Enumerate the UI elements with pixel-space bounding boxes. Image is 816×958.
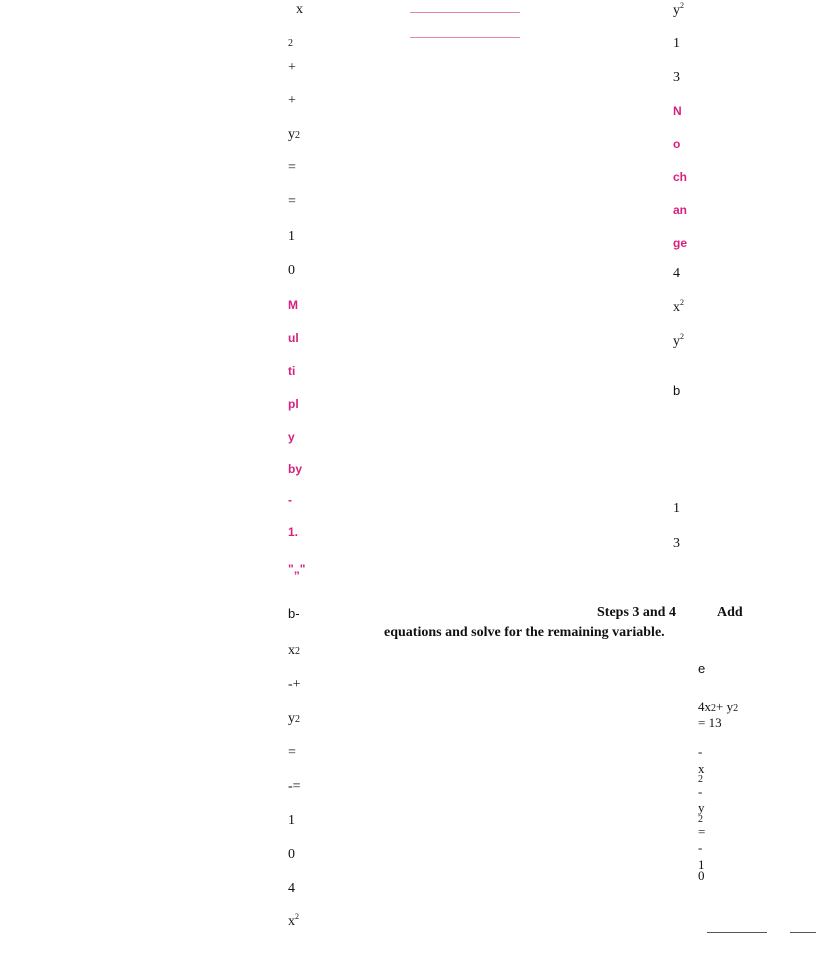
left-x-3: x xyxy=(288,914,295,929)
left-zero: 0 xyxy=(288,263,295,278)
right-y-squared xyxy=(673,3,684,19)
right-three-2: 3 xyxy=(673,536,680,551)
stack-x: x xyxy=(698,760,705,776)
left-eq-3: = xyxy=(288,745,296,760)
left-eq-2: = xyxy=(288,194,296,209)
left-b-dash: b- xyxy=(288,606,300,621)
multiply-word-4: pl xyxy=(288,397,299,411)
left-one: 1 xyxy=(288,229,295,244)
left-x: x xyxy=(296,2,303,17)
eq-4x: 4x xyxy=(698,699,711,714)
pink-rule-2 xyxy=(410,37,520,38)
no-change-word-4: an xyxy=(673,203,688,217)
right-one: 1 xyxy=(673,36,680,51)
left-eq-1: = xyxy=(288,160,296,175)
no-change-word-3: ch xyxy=(673,170,688,184)
stack-minus-1: - xyxy=(698,744,703,759)
left-exp-2: 2 xyxy=(288,38,293,49)
stack-minus-2: - xyxy=(698,783,703,799)
left-y-2-exp: 2 xyxy=(295,714,300,725)
right-y: y xyxy=(673,334,680,349)
eq-line-2: = 13 xyxy=(698,715,722,730)
left-x-2: x xyxy=(288,643,295,658)
no-change-word-2: o xyxy=(673,137,681,151)
steps-title: Steps 3 and 4 xyxy=(597,605,676,620)
right-y-top-exp: 2 xyxy=(680,1,684,10)
right-three: 3 xyxy=(673,70,680,85)
left-x-squared xyxy=(288,643,300,660)
left-four: 4 xyxy=(288,881,295,896)
stack-one: 1 xyxy=(698,856,705,872)
right-y-top: y xyxy=(673,3,680,18)
multiply-word-1: M xyxy=(288,298,298,312)
left-x-3-exp: 2 xyxy=(295,912,299,921)
right-b: b xyxy=(673,383,681,398)
multiply-word-3: ti xyxy=(288,364,296,378)
left-y-exp: 2 xyxy=(295,130,300,141)
eq-y-exp: 2 xyxy=(733,703,739,714)
left-plus-2: + xyxy=(288,93,296,108)
steps-subtitle: equations and solve for the remaining variable. xyxy=(384,625,665,640)
multiply-word-8: 1. xyxy=(288,525,299,539)
left-y-squared xyxy=(288,127,300,144)
stack-2b: 2 xyxy=(698,813,703,825)
left-y-2: y xyxy=(288,711,295,726)
pink-rule-1 xyxy=(410,12,520,13)
right-four: 4 xyxy=(673,266,680,281)
right-y-exp: 2 xyxy=(680,332,684,341)
multiply-word-6: by xyxy=(288,462,303,476)
multiply-word-7: - xyxy=(288,493,292,507)
left-x-sq-bottom xyxy=(288,914,299,930)
stack-zero: 0 xyxy=(698,868,705,884)
left-one-2: 1 xyxy=(288,813,295,828)
left-minus-eq: -= xyxy=(288,779,301,794)
eq-letter-e: e xyxy=(698,661,706,676)
left-minus-plus: -+ xyxy=(288,677,301,692)
multiply-word-5: y xyxy=(288,430,295,444)
eq-4x-exp: 2 xyxy=(711,703,716,714)
eq-plus-y: + y xyxy=(716,699,734,714)
eq-vertical-stack xyxy=(698,746,705,882)
right-y-squared-2 xyxy=(673,334,684,350)
stack-minus-3: - xyxy=(698,840,703,856)
no-change-word-5: ge xyxy=(673,236,688,250)
multiply-word-2: ul xyxy=(288,331,299,345)
gray-rule-2 xyxy=(790,932,816,933)
no-change-word-1: N xyxy=(673,104,682,118)
right-x-exp: 2 xyxy=(680,298,684,307)
left-x-2-exp: 2 xyxy=(295,646,300,657)
stack-eq: = xyxy=(698,823,706,839)
left-y-squared-2 xyxy=(288,711,300,728)
left-zero-2: 0 xyxy=(288,847,295,862)
multiply-word-9: "„" xyxy=(288,562,306,576)
left-plus-1: + xyxy=(288,60,296,75)
left-y: y xyxy=(288,127,295,142)
right-x-squared xyxy=(673,300,684,316)
stack-2a: 2 xyxy=(698,774,703,786)
right-x: x xyxy=(673,300,680,315)
gray-rule-1 xyxy=(707,932,767,933)
stack-y: y xyxy=(698,800,705,816)
right-one-2: 1 xyxy=(673,501,680,516)
steps-action: Add xyxy=(717,605,743,620)
eq-line-1 xyxy=(698,700,738,716)
